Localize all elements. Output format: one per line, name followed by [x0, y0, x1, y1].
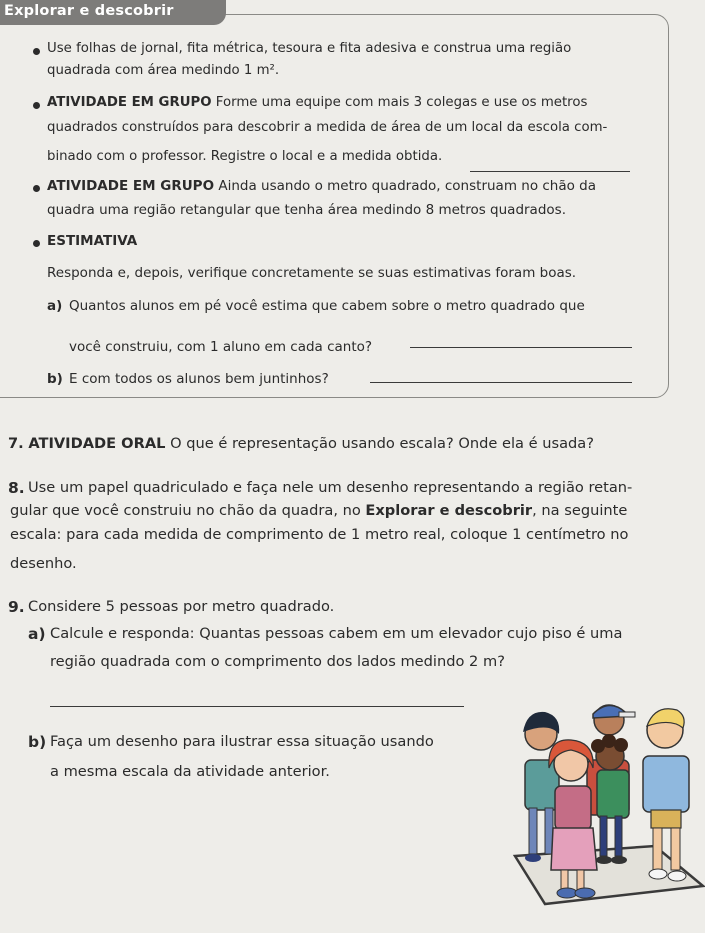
- bullet3-lead: ATIVIDADE EM GRUPO: [47, 178, 215, 194]
- bullet3-text: Ainda usando o metro quadrado, construam no chão da: [218, 178, 597, 194]
- children-illustration: [505, 698, 705, 913]
- bullet4-line1: Responda e, depois, verifique concretamente se suas estimativas foram boas.: [47, 265, 577, 281]
- question-8-number: 8.: [8, 479, 25, 497]
- question-9-b-line1: Faça um desenho para ilustrar essa situação usando: [50, 733, 434, 750]
- question-7-lead: ATIVIDADE ORAL: [28, 435, 166, 452]
- bullet4-a-label: a): [47, 298, 63, 314]
- question-9-a-line1: Calcule e responda: Quantas pessoas cabem em um elevador cujo piso é uma: [50, 625, 623, 642]
- bullet-dot: [33, 102, 40, 109]
- bullet3-line1: [47, 177, 596, 195]
- bullet2-line1: [47, 94, 587, 112]
- question-9-a-label: a): [28, 625, 46, 643]
- answer-line: [410, 347, 632, 348]
- bullet-dot: [33, 48, 40, 55]
- bullet2-line2: quadrados construídos para descobrir a medida de área de um local da escola com-: [47, 120, 608, 135]
- question-7-number: 7.: [8, 435, 24, 452]
- bullet2-lead: ATIVIDADE EM GRUPO: [47, 95, 212, 110]
- question-7-text: O que é representação usando escala? Onde ela é usada?: [170, 435, 594, 452]
- question-9-a-line2: região quadrada com o comprimento dos lados medindo 2 m?: [50, 653, 505, 670]
- bullet-dot: [33, 185, 40, 192]
- explore-box-title: Explorar e descobrir: [0, 0, 226, 25]
- bullet4-a-line2: você construiu, com 1 aluno em cada canto?: [69, 339, 373, 355]
- bullet2-line3: binado com o professor. Registre o local e a medida obtida.: [47, 149, 443, 164]
- answer-line: [470, 171, 630, 172]
- question-9-b-line2: a mesma escala da atividade anterior.: [50, 763, 330, 780]
- bullet3-line2: quadra uma região retangular que tenha área medindo 8 metros quadrados.: [47, 202, 566, 218]
- question-8-line4: desenho.: [10, 555, 77, 572]
- bullet1-line1: Use folhas de jornal, fita métrica, tesoura e fita adesiva e construa uma região: [47, 41, 572, 56]
- question-9-number: 9.: [8, 598, 25, 616]
- question-8-line1: Use um papel quadriculado e faça nele um desenho representando a região retan-: [28, 479, 633, 496]
- bullet4-b-line1: E com todos os alunos bem juntinhos?: [69, 371, 329, 387]
- bullet4-a-line1: Quantos alunos em pé você estima que cabem sobre o metro quadrado que: [69, 298, 585, 314]
- question-9-b-label: b): [28, 733, 47, 751]
- question-8-line2-bold: Explorar e descobrir: [365, 502, 533, 519]
- question-7: [8, 434, 594, 454]
- bullet4-b-label: b): [47, 371, 63, 387]
- bullet4-lead: ESTIMATIVA: [47, 233, 138, 249]
- question-8-line2-post: , na seguinte: [532, 502, 628, 519]
- question-8-line2: [10, 501, 627, 521]
- question-8-line3: escala: para cada medida de comprimento de 1 metro real, coloque 1 centímetro no: [10, 526, 629, 543]
- child-curly: [591, 734, 629, 864]
- bullet2-text: Forme uma equipe com mais 3 colegas e use os metros: [215, 95, 588, 110]
- question-9-text: Considere 5 pessoas por metro quadrado.: [28, 598, 335, 615]
- answer-line: [50, 706, 464, 707]
- bullet1-line2: quadrada com área medindo 1 m².: [47, 63, 280, 78]
- answer-line: [370, 382, 632, 383]
- question-8-line2-pre: gular que você construiu no chão da quadra, no: [10, 502, 361, 519]
- bullet-dot: [33, 240, 40, 247]
